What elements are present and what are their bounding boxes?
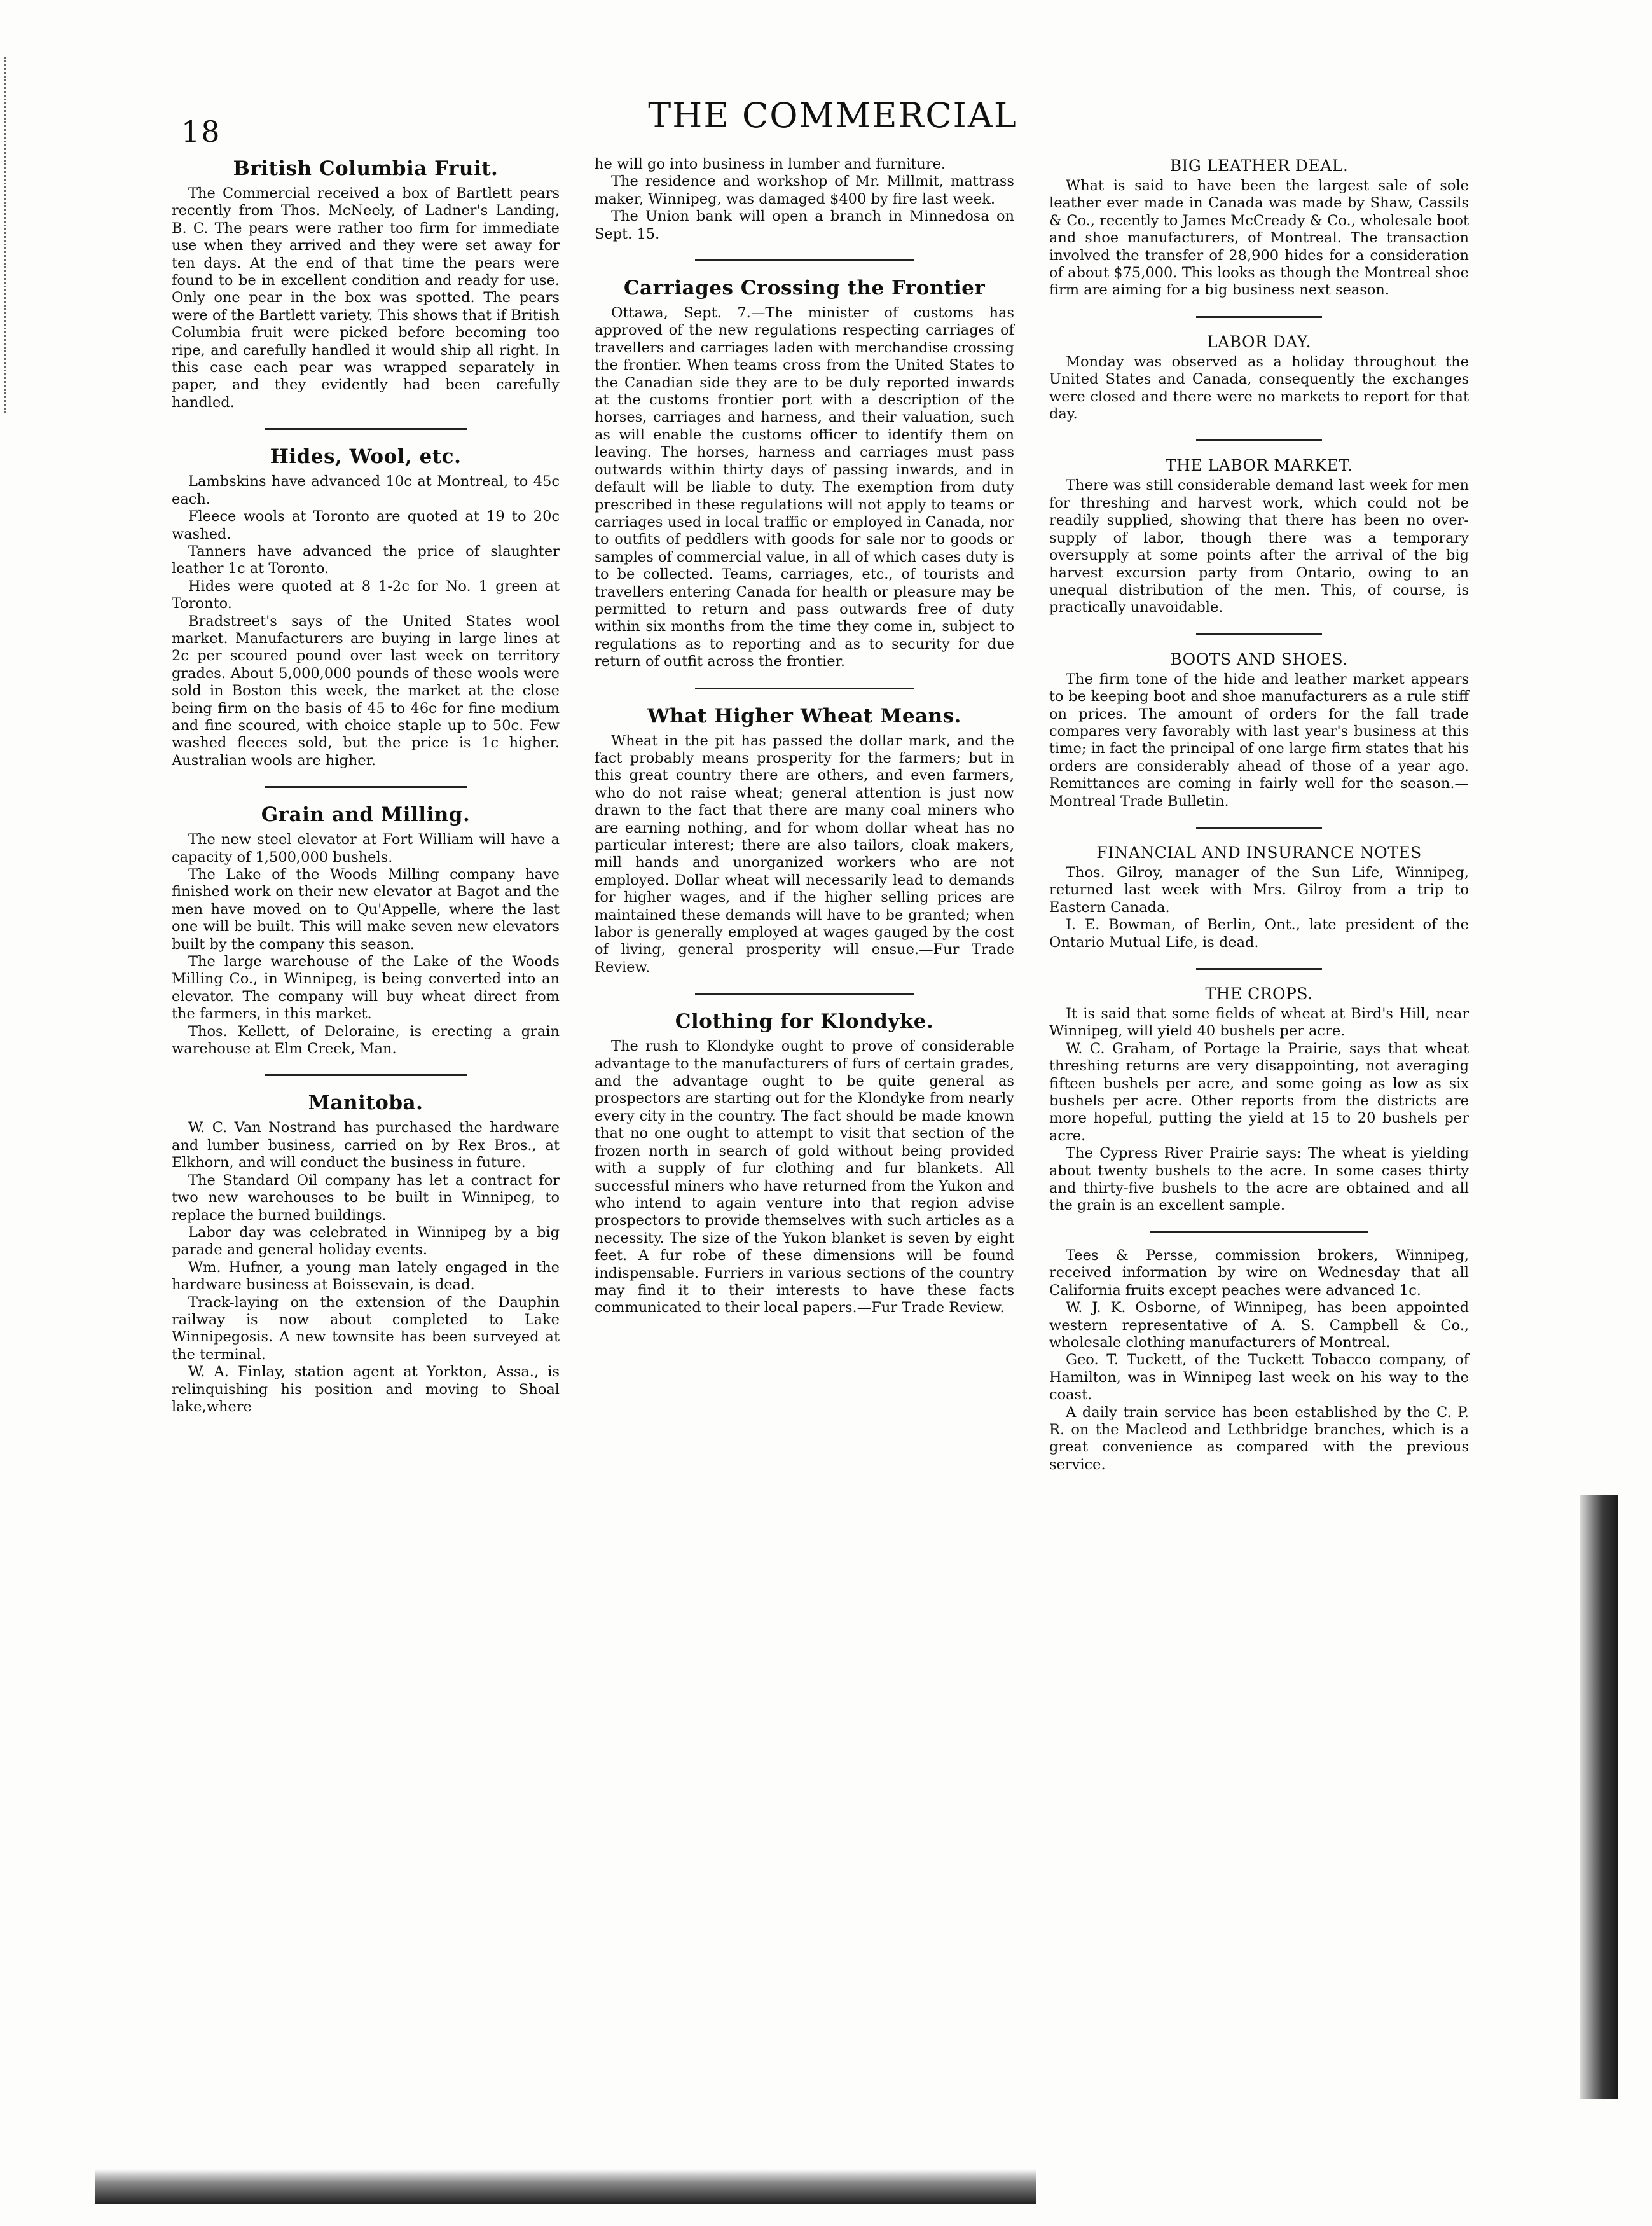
column-2	[595, 156, 1014, 1329]
article-paragraph: The residence and workshop of Mr. Millmit, mattrass maker, Winnipeg, was damaged $400 by fire last week.	[595, 173, 1014, 207]
article-paragraph: There was still considerable demand last week for men for threshing and harvest work, which could not be readily supplied, showing that there has been no over-supply of labor, though there was a temporary oversupply at some points after the arrival of the big harvest excursion party from Ontario, owing to an unequal distribution of the men. This, of course, is practically unavoidable.	[1049, 477, 1469, 616]
section-divider	[1196, 439, 1322, 441]
article	[1049, 1247, 1469, 1474]
article-headline: THE LABOR MARKET.	[1165, 456, 1353, 475]
article	[595, 156, 1014, 243]
section-divider	[1196, 968, 1322, 970]
article-paragraph: Bradstreet's says of the United States wool market. Manufacturers are buying in large lines at 2c per scoured pound over last week on territory grades. About 5,000,000 pounds of these wools were sold in Boston this week, the market at the close being firm on the basis of 45 to 46c for fine medium and fine scoured, with choice staple up to 50c. Few washed fleeces sold, but the price is 1c higher. Australian wools are higher.	[172, 612, 560, 769]
article-headline: Hides, Wool, etc.	[270, 445, 462, 469]
article-headline: BIG LEATHER DEAL.	[1169, 156, 1349, 175]
article-paragraph: W. J. K. Osborne, of Winnipeg, has been appointed western representative of A. S. Campbell & Co., wholesale clothing manufacturers of Montreal.	[1049, 1299, 1469, 1351]
article-paragraph: Geo. T. Tuckett, of the Tuckett Tobacco company, of Hamilton, was in Winnipeg last week on his way to the coast.	[1049, 1352, 1469, 1404]
article-paragraph: The Cypress River Prairie says: The wheat is yielding about twenty bushels to the acre. In some cases thirty and thirty-five bushels to the acre are obtained and all the grain is an excellent sample.	[1049, 1145, 1469, 1214]
article-paragraph: Tanners have advanced the price of slaughter leather 1c at Toronto.	[172, 543, 560, 577]
article	[1049, 156, 1469, 300]
column-1	[172, 156, 560, 1427]
article-paragraph: A daily train service has been established by the C. P. R. on the Macleod and Lethbridge branches, which is a great convenience as compared with the previous service.	[1049, 1404, 1469, 1473]
article-paragraph: Lambskins have advanced 10c at Montreal, to 45c each.	[172, 473, 560, 508]
article-paragraph: Labor day was celebrated in Winnipeg by a big parade and general holiday events.	[172, 1224, 560, 1259]
article	[172, 444, 560, 770]
article-headline: Manitoba.	[308, 1091, 423, 1115]
section-divider	[265, 1074, 466, 1076]
masthead: THE COMMERCIAL	[648, 95, 1018, 135]
article-paragraph: The Standard Oil company has let a contract for two new warehouses to be built in Winnipeg, to replace the burned buildings.	[172, 1172, 560, 1224]
section-divider	[695, 993, 913, 995]
article-paragraph: The firm tone of the hide and leather market appears to be keeping boot and shoe manufacturers as a rule stiff on prices. The amount of orders for the fall trade compares very favorably with last year's business at this time; in fact the principal of one large firm states that his orders are considerably ahead of those of a year ago. Remittances are coming in fairly well for the season.—Montreal Trade Bulletin.	[1049, 670, 1469, 810]
article-paragraph: The Commercial received a box of Bartlett pears recently from Thos. McNeely, of Ladner's Landing, B. C. The pears were rather too firm for immediate use when they arrived and they were set away for ten days. At the end of that time the pears were found to be in excellent condition and ready for use. Only one pear in the box was spotted. The pears were of the Bartlett variety. This shows that if British Columbia fruit were picked before becoming too ripe, and carefully handled it would ship all right. In this case each pear was wrapped separately in paper, and they evidently had been carefully handled.	[172, 185, 560, 411]
article-paragraph: The new steel elevator at Fort William will have a capacity of 1,500,000 bushels.	[172, 831, 560, 866]
article-headline: What Higher Wheat Means.	[647, 704, 961, 728]
article-paragraph: Tees & Persse, commission brokers, Winnipeg, received information by wire on Wednesday that all California fruits except peaches were advanced 1c.	[1049, 1247, 1469, 1299]
article-paragraph: The rush to Klondyke ought to prove of considerable advantage to the manufacturers of furs of certain grades, and the advantage ought to be quite general as prospectors are starting out for the Klondyke from nearly every city in the country. The fact should be made known that no one ought to attempt to visit that section of the frozen north in search of gold without being provided with a supply of fur clothing and fur blankets. All successful miners who have returned from the Yukon and who intend to again venture into that region advise prospectors to provide themselves with such articles as a necessity. The size of the Yukon blanket is seven by eight feet. A fur robe of these dimensions will be found indispensable. Furriers in various sections of the country may find it to their interests to have these facts communicated to their local papers.—Fur Trade Review.	[595, 1038, 1014, 1317]
article-paragraph: Ottawa, Sept. 7.—The minister of customs has approved of the new regulations respecting carriages of travellers and carriages laden with merchandise crossing the frontier. When teams cross from the United States to the Canadian side they are to be duly reported inwards at the customs frontier port with a description of the horses, carriages and harness, and their valuation, such as will enable the customs officer to identify them on leaving. The horses, harness and carriages must pass outwards within thirty days of passing inwards, and in default will be liable to duty. The exemption from duty prescribed in these regulations will not apply to teams or carriages used in local traffic or employed in Canada, nor to outfits of peddlers with goods for sale nor to goods or samples of commercial value, in all of which cases duty is to be collected. Teams, carriages, etc., of tourists and travellers entering Canada for health or pleasure may be permitted to return and pass outwards free of duty within six months from the time they come in, subject to regulations as to reporting and as to security for due return of outfit across the frontier.	[595, 305, 1014, 670]
scan-edge-shadow	[1580, 1495, 1618, 2099]
section-divider	[1196, 827, 1322, 829]
article	[172, 802, 560, 1058]
article-headline: THE CROPS.	[1205, 985, 1313, 1003]
article-paragraph: The Union bank will open a branch in Minnedosa on Sept. 15.	[595, 208, 1014, 242]
scan-bottom-edge	[95, 2169, 1036, 2204]
article-headline: FINANCIAL AND INSURANCE NOTES	[1096, 843, 1422, 862]
article-paragraph: Thos. Gilroy, manager of the Sun Life, Winnipeg, returned last week with Mrs. Gilroy from a trip to Eastern Canada.	[1049, 864, 1469, 916]
article-paragraph: It is said that some fields of wheat at Bird's Hill, near Winnipeg, will yield 40 bushels per acre.	[1049, 1006, 1469, 1040]
article-paragraph: Hides were quoted at 8 1-2c for No. 1 green at Toronto.	[172, 577, 560, 612]
article-paragraph: Thos. Kellett, of Deloraine, is erecting a grain warehouse at Elm Creek, Man.	[172, 1023, 560, 1058]
article-paragraph: W. A. Finlay, station agent at Yorkton, Assa., is relinquishing his position and moving to Shoal lake,where	[172, 1364, 560, 1415]
section-divider	[1196, 316, 1322, 318]
article-paragraph: What is said to have been the largest sale of sole leather ever made in Canada was made by Shaw, Cassils & Co., recently to James McCready & Co., wholesale boot and shoe manufacturers, of Montreal. The transaction involved the transfer of 28,900 hides for a consideration of about $75,000. This looks as though the Montreal shoe firm are aiming for a big business next season.	[1049, 177, 1469, 299]
article-paragraph: W. C. Van Nostrand has purchased the hardware and lumber business, carried on by Rex Bros., at Elkhorn, and will conduct the business in future.	[172, 1119, 560, 1172]
article	[1049, 843, 1469, 951]
article	[595, 703, 1014, 977]
article	[172, 156, 560, 411]
article-paragraph: Wm. Hufner, a young man lately engaged in the hardware business at Boissevain, is dead.	[172, 1259, 560, 1294]
section-divider	[695, 259, 913, 261]
article	[1049, 649, 1469, 810]
article-paragraph: Wheat in the pit has passed the dollar mark, and the fact probably means prosperity for the farmers; but in this great country there are others, and even farmers, who do not raise wheat; general attention is just now drawn to the fact that there are many coal miners who are earning nothing, and for whom dollar wheat has no particular interest; there are also tailors, cloak makers, mill hands and unorganized workers who are not employed. Dollar wheat will necessarily lead to demands for higher wages, and if the higher selling prices are maintained these demands will have to be granted; when labor is generally employed at wages gauged by the cost of living, general prosperity will ensue.—Fur Trade Review.	[595, 732, 1014, 976]
page-number: 18	[181, 114, 221, 149]
article	[1049, 984, 1469, 1215]
article-paragraph: Monday was observed as a holiday throughout the United States and Canada, consequently the exchanges were closed and there were no markets to report for that day.	[1049, 353, 1469, 423]
article-paragraph: The large warehouse of the Lake of the Woods Milling Co., in Winnipeg, is being converted into an elevator. The company will buy wheat direct from the farmers, in this market.	[172, 953, 560, 1023]
article-headline: LABOR DAY.	[1206, 332, 1312, 351]
section-divider	[1150, 1231, 1368, 1233]
section-divider	[695, 688, 913, 689]
section-divider	[1196, 633, 1322, 635]
article-paragraph: Fleece wools at Toronto are quoted at 19 to 20c washed.	[172, 508, 560, 543]
section-divider	[265, 428, 466, 430]
article	[595, 1009, 1014, 1317]
article-paragraph: he will go into business in lumber and furniture.	[595, 156, 946, 172]
article-headline: BOOTS AND SHOES.	[1170, 649, 1348, 668]
article-headline: Grain and Milling.	[261, 803, 471, 827]
scan-edge-marks	[4, 57, 17, 413]
section-divider	[265, 786, 466, 788]
article-paragraph: Track-laying on the extension of the Dauphin railway is now about completed to Lake Winnipegosis. A new townsite has been surveyed at the terminal.	[172, 1294, 560, 1363]
article-paragraph: I. E. Bowman, of Berlin, Ont., late president of the Ontario Mutual Life, is dead.	[1049, 916, 1469, 951]
article-paragraph: W. C. Graham, of Portage la Prairie, says that wheat threshing returns are very disappointing, not averaging fifteen bushels per acre, and some going as low as six bushels per acre. Other reports from the districts are more hopeful, putting the yield at 15 to 20 bushels per acre.	[1049, 1040, 1469, 1144]
article-headline: Clothing for Klondyke.	[675, 1010, 934, 1034]
article	[595, 275, 1014, 671]
article	[172, 1090, 560, 1416]
article-headline: British Columbia Fruit.	[233, 157, 499, 180]
article-headline: Carriages Crossing the Frontier	[623, 277, 986, 300]
column-3	[1049, 156, 1469, 1485]
article-paragraph: The Lake of the Woods Milling company have finished work on their new elevator at Bagot and the men have moved on to Qu'Appelle, where the last one will be built. This will make seven new elevators built by the company this season.	[172, 866, 560, 953]
article	[1049, 332, 1469, 424]
article	[1049, 455, 1469, 616]
